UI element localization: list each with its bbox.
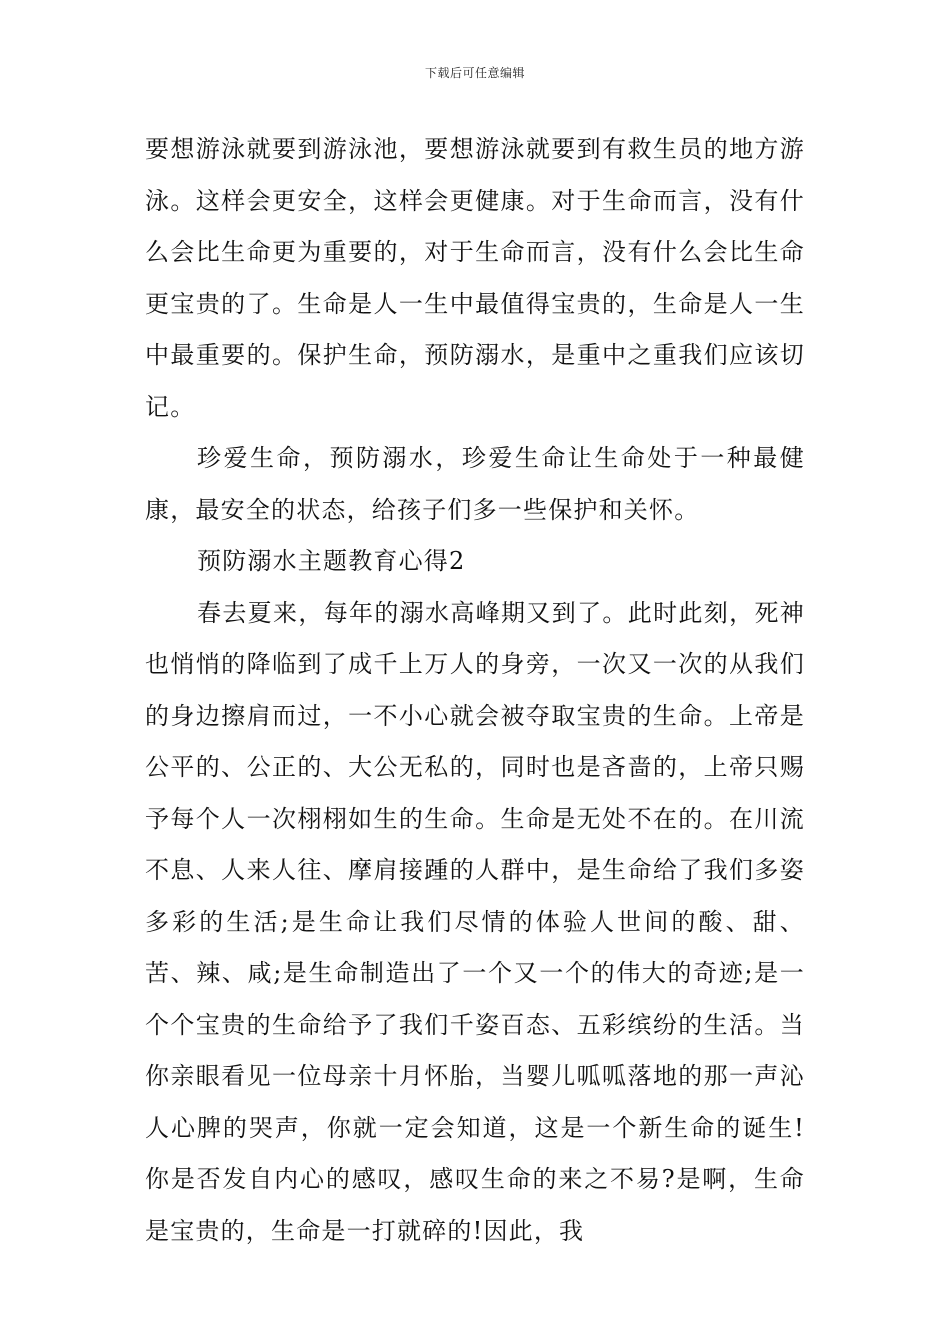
paragraph-spring-summer: 春去夏来，每年的溺水高峰期又到了。此时此刻，死神也悄悄的降临到了成千上万人的身旁，一次又一次的从我们的身边擦肩而过，一不小心就会被夺取宝贵的生命。上帝是公平的、公正的、大公无私的，同时也是吝啬的，上帝只赐予每个人一次栩栩如生的生命。生命是无处不在的。在川流不息、人来人往、摩肩接踵的人群中，是生命给了我们多姿多彩的生活;是生命让我们尽情的体验人世间的酸、甜、苦、辣、咸;是生命制造出了一个又一个的伟大的奇迹;是一个个宝贵的生命给予了我们千姿百态、五彩缤纷的生活。当你亲眼看见一位母亲十月怀胎，当婴儿呱呱落地的那一声沁人心脾的哭声，你就一定会知道，这是一个新生命的诞生!你是否发自内心的感叹，感叹生命的来之不易?是啊，生命是宝贵的，生命是一打就碎的!因此，我 xyxy=(145,598,805,1245)
document-body xyxy=(145,124,805,1257)
paragraph-swimming-safety: 要想游泳就要到游泳池，要想游泳就要到有救生员的地方游泳。这样会更安全，这样会更健康。对于生命而言，没有什么会比生命更为重要的，对于生命而言，没有什么会比生命更宝贵的了。生命是人一生中最值得宝贵的，生命是人一生中最重要的。保护生命，预防溺水，是重中之重我们应该切记。 xyxy=(145,135,805,421)
section-heading: 预防溺水主题教育心得2 xyxy=(197,547,466,575)
paragraph-cherish-life: 珍爱生命，预防溺水，珍爱生命让生命处于一种最健康，最安全的状态，给孩子们多一些保护和关怀。 xyxy=(145,444,805,524)
page-header: 下载后可任意编辑 xyxy=(424,66,525,80)
